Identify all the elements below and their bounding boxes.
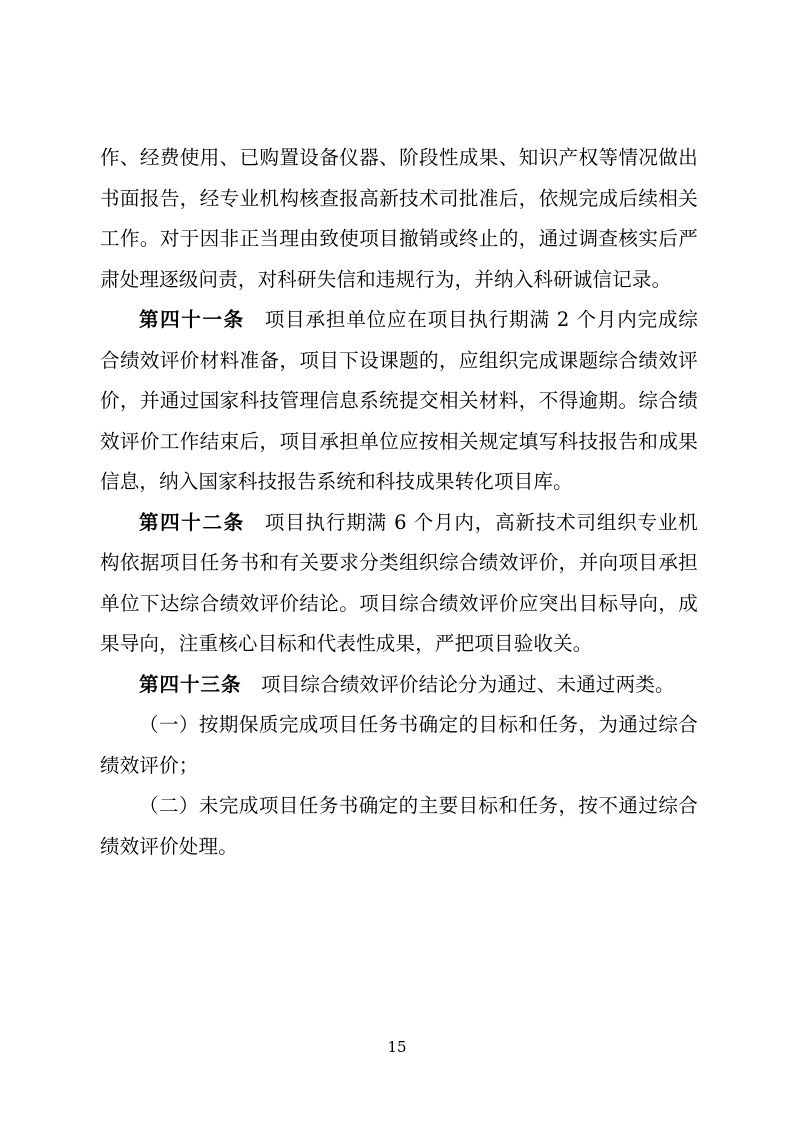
article-text-42: 项目执行期满 6 个月内，高新技术司组织专业机构依据项目任务书和有关要求分类组织综合绩效评价，并向项目承担单位下达综合绩效评价结论。项目综合绩效评价应突出目标导向，成果导向，注重核心目标和代表性成果，严把项目验收关。 bbox=[100, 510, 698, 655]
paragraph-item-2: （二）未完成项目任务书确定的主要目标和任务，按不通过综合绩效评价处理。 bbox=[100, 794, 698, 858]
paragraph-article-42 bbox=[100, 503, 698, 665]
paragraph-article-43 bbox=[100, 665, 698, 706]
article-label-41: 第四十一条 bbox=[139, 308, 245, 331]
document-body bbox=[100, 138, 698, 867]
article-text-41: 项目承担单位应在项目执行期满 2 个月内完成综合绩效评价材料准备，项目下设课题的，应组织完成课题综合绩效评价，并通过国家科技管理信息系统提交相关材料，不得逾期。综合绩效评价工作结束后，项目承担单位应按相关规定填写科技报告和成果信息，纳入国家科技报告系统和科技成果转化项目库。 bbox=[100, 308, 698, 493]
paragraph-continuation: 作、经费使用、已购置设备仪器、阶段性成果、知识产权等情况做出书面报告，经专业机构核查报高新技术司批准后，依规完成后续相关工作。对于因非正当理由致使项目撤销或终止的，通过调查核实后严肃处理逐级问责，对科研失信和违规行为，并纳入科研诚信记录。 bbox=[100, 146, 698, 291]
page-number: 15 bbox=[387, 1038, 407, 1056]
paragraph-item-1: （一）按期保质完成项目任务书确定的目标和任务，为通过综合绩效评价； bbox=[100, 713, 698, 777]
paragraph-article-41 bbox=[100, 300, 698, 503]
article-label-42: 第四十二条 bbox=[139, 510, 245, 534]
article-label-43: 第四十三条 bbox=[139, 672, 242, 696]
article-text-43: 项目综合绩效评价结论分为通过、未通过两类。 bbox=[261, 672, 675, 696]
